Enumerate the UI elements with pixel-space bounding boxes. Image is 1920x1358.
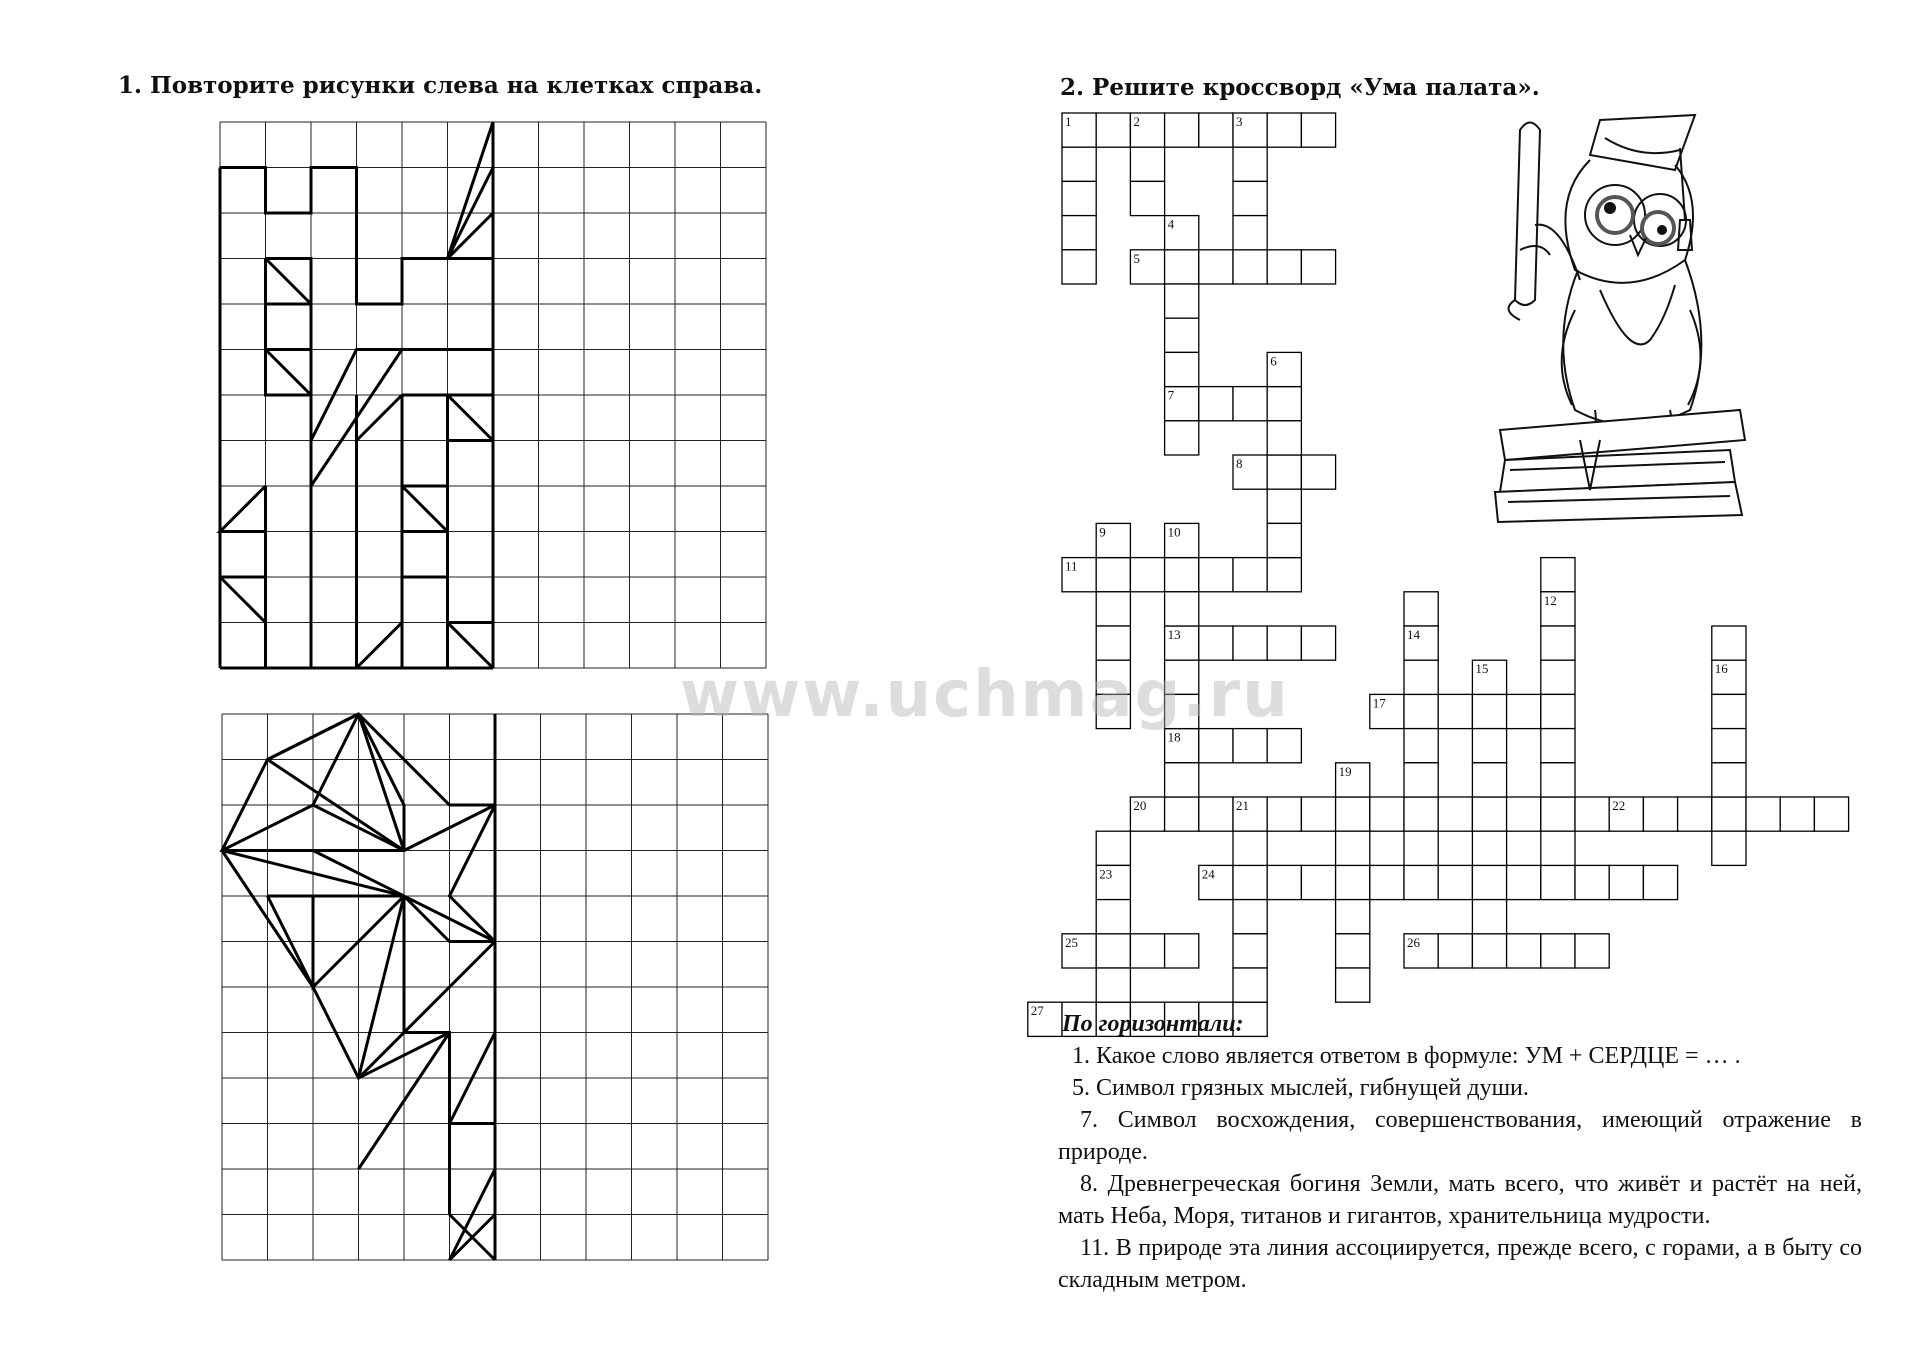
crossword-cell[interactable] [1199,387,1233,421]
crossword-number: 25 [1065,934,1078,950]
crossword-number: 17 [1372,695,1386,711]
crossword-cell[interactable] [1404,660,1438,694]
crossword-number: 2 [1133,114,1140,129]
crossword-cell[interactable] [1233,558,1267,592]
crossword-cell[interactable] [1301,455,1335,489]
crossword-cell[interactable] [1336,797,1370,831]
crossword-number: 21 [1236,798,1249,813]
crossword-cell[interactable] [1233,387,1267,421]
crossword-cell[interactable] [1096,900,1130,934]
crossword-number: 20 [1133,798,1147,813]
crossword-cell[interactable] [1267,489,1301,523]
crossword-cell[interactable] [1712,831,1746,865]
crossword-cell[interactable] [1165,421,1199,455]
crossword-cell[interactable] [1267,421,1301,455]
crossword-number: 12 [1543,592,1557,608]
crossword-cell[interactable] [1165,797,1199,831]
crossword-cell[interactable] [1165,318,1199,352]
crossword-number: 23 [1099,866,1113,882]
crossword-cell[interactable] [1575,934,1609,968]
crossword-cell[interactable] [1472,729,1506,763]
crossword-cell[interactable] [1165,934,1199,968]
crossword-cell[interactable] [1404,763,1438,797]
crossword-cell[interactable] [1336,831,1370,865]
crossword-cell[interactable] [1165,352,1199,386]
crossword-cell[interactable] [1370,797,1404,831]
crossword-number: 22 [1612,798,1626,813]
crossword-cell[interactable] [1267,250,1301,284]
crossword-cell[interactable] [1472,763,1506,797]
crossword-cell[interactable] [1301,250,1335,284]
crossword-cell[interactable] [1096,558,1130,592]
crossword-cell[interactable] [1062,147,1096,181]
crossword-cell[interactable] [1096,113,1130,147]
crossword-cell[interactable] [1472,694,1506,728]
crossword-cell[interactable] [1165,558,1199,592]
crossword-cell[interactable] [1096,831,1130,865]
crossword-cell[interactable] [1267,797,1301,831]
crossword-cell[interactable] [1130,181,1164,215]
crossword-cell[interactable] [1267,626,1301,660]
crossword-cell[interactable] [1814,797,1848,831]
crossword-cell[interactable] [1712,763,1746,797]
crossword-cell[interactable] [1370,865,1404,899]
crossword-cell[interactable] [1541,934,1575,968]
crossword-number: 16 [1714,661,1728,677]
crossword-cell[interactable] [1301,797,1335,831]
crossword-cell[interactable] [1233,216,1267,250]
crossword-cell[interactable] [1472,900,1506,934]
clues-block [1058,1008,1862,1296]
clue-1: 1. Какое слово является ответом в формуле: УМ + СЕРДЦЕ = … . [1072,1043,1741,1069]
crossword-number: 5 [1133,250,1140,266]
crossword-cell[interactable] [1507,694,1541,728]
crossword-cell[interactable] [1541,763,1575,797]
crossword-cell[interactable] [1199,626,1233,660]
crossword-cell[interactable] [1199,113,1233,147]
crossword-cell[interactable] [1267,558,1301,592]
owl-illustration [1480,110,1760,530]
crossword-number: 1 [1065,114,1072,129]
crossword-number: 19 [1338,763,1352,779]
crossword-cell[interactable] [1130,934,1164,968]
crossword-cell[interactable] [1507,934,1541,968]
crossword-cell[interactable] [1472,934,1506,968]
crossword-cell[interactable] [1301,865,1335,899]
task2-title: 2. Решите кроссворд «Ума палата». [1060,74,1540,101]
crossword-cell[interactable] [1438,797,1472,831]
crossword-cell[interactable] [1575,865,1609,899]
crossword-cell[interactable] [1165,250,1199,284]
crossword-cell[interactable] [1096,968,1130,1002]
clue-7: 7. Символ восхождения, совершенствования, имеющий отражение в природе. [1058,1107,1862,1165]
crossword-cell[interactable] [1267,729,1301,763]
clue-5: 5. Символ грязных мыслей, гибнущей души. [1072,1075,1529,1101]
crossword-cell[interactable] [1472,797,1506,831]
crossword-cell[interactable] [1267,865,1301,899]
crossword-cell[interactable] [1404,797,1438,831]
clue-8: 8. Древнегреческая богиня Земли, мать всего, что живёт и растёт на ней, мать Неба, Моря, титанов и гигантов, хранительница мудрости. [1058,1171,1862,1229]
crossword-cell[interactable] [1267,523,1301,557]
crossword-number: 4 [1167,216,1175,232]
crossword-cell[interactable] [1712,626,1746,660]
crossword-cell[interactable] [1233,729,1267,763]
watermark: www.uchmag.ru [680,658,1290,732]
crossword-number: 13 [1167,627,1181,642]
crossword-cell[interactable] [1438,934,1472,968]
crossword-number: 15 [1475,661,1489,677]
crossword-cell[interactable] [1267,455,1301,489]
crossword-number: 8 [1236,456,1243,471]
crossword-cell[interactable] [1062,181,1096,215]
crossword-cell[interactable] [1541,831,1575,865]
crossword-number: 27 [1030,1003,1044,1019]
crossword-cell[interactable] [1096,592,1130,626]
crossword-number: 11 [1065,558,1078,574]
crossword-cell[interactable] [1780,797,1814,831]
crossword-cell[interactable] [1472,865,1506,899]
crossword-cell[interactable] [1233,865,1267,899]
crossword-cell[interactable] [1267,387,1301,421]
crossword-cell[interactable] [1267,113,1301,147]
crossword-cell[interactable] [1336,968,1370,1002]
crossword-cell[interactable] [1541,660,1575,694]
crossword-cell[interactable] [1233,147,1267,181]
task1-title: 1. Повторите рисунки слева на клетках справа. [118,72,763,99]
crossword-cell[interactable] [1301,113,1335,147]
crossword-cell[interactable] [1404,592,1438,626]
crossword-cell[interactable] [1507,797,1541,831]
crossword-cell[interactable] [1712,797,1746,831]
crossword-cell[interactable] [1233,181,1267,215]
crossword-cell[interactable] [1541,865,1575,899]
crossword-number: 26 [1407,934,1420,950]
crossword-cell[interactable] [1233,831,1267,865]
crossword-cell[interactable] [1609,865,1643,899]
crossword-cell[interactable] [1199,729,1233,763]
crossword-cell[interactable] [1678,797,1712,831]
crossword-cell[interactable] [1233,968,1267,1002]
crossword-cell[interactable] [1746,797,1780,831]
crossword-cell[interactable] [1165,763,1199,797]
crossword-cell[interactable] [1712,729,1746,763]
crossword-cell[interactable] [1233,626,1267,660]
crossword-cell[interactable] [1507,865,1541,899]
clues-heading: По горизонтали: [1062,1011,1244,1037]
crossword-number: 14 [1407,627,1420,642]
crossword-cell[interactable] [1438,694,1472,728]
crossword-cell[interactable] [1404,694,1438,728]
crossword-number: 18 [1167,729,1181,745]
crossword-number: 3 [1236,114,1243,129]
crossword-cell[interactable] [1404,831,1438,865]
crossword-cell[interactable] [1233,250,1267,284]
crossword-cell[interactable] [1096,934,1130,968]
crossword-cell[interactable] [1643,797,1677,831]
crossword-cell[interactable] [1404,729,1438,763]
crossword-cell[interactable] [1199,558,1233,592]
crossword-cell[interactable] [1541,729,1575,763]
crossword-number: 10 [1167,524,1181,540]
crossword-cell[interactable] [1541,558,1575,592]
crossword-cell[interactable] [1165,592,1199,626]
crossword-cell[interactable] [1472,831,1506,865]
crossword-number: 6 [1270,353,1277,369]
crossword-cell[interactable] [1336,934,1370,968]
crossword-cell[interactable] [1575,797,1609,831]
crossword-cell[interactable] [1712,694,1746,728]
crossword-cell[interactable] [1643,865,1677,899]
crossword-cell[interactable] [1199,797,1233,831]
crossword-cell[interactable] [1404,865,1438,899]
crossword-cell[interactable] [1541,797,1575,831]
crossword-cell[interactable] [1541,694,1575,728]
crossword-cell[interactable] [1438,865,1472,899]
crossword-number: 9 [1099,524,1106,540]
crossword-cell[interactable] [1233,900,1267,934]
crossword-cell[interactable] [1062,216,1096,250]
crossword-cell[interactable] [1062,250,1096,284]
crossword-number: 24 [1201,866,1215,882]
clue-11: 11. В природе эта линия ассоциируется, прежде всего, с горами, а в быту со складным метром. [1058,1235,1862,1293]
crossword-number: 7 [1167,387,1175,403]
crossword-cell[interactable] [1541,626,1575,660]
crossword-cell[interactable] [1096,626,1130,660]
crossword-cell[interactable] [1199,250,1233,284]
crossword-cell[interactable] [1301,626,1335,660]
crossword-cell[interactable] [1233,934,1267,968]
crossword-cell[interactable] [1130,147,1164,181]
crossword-cell[interactable] [1165,113,1199,147]
crossword-cell[interactable] [1336,865,1370,899]
crossword-cell[interactable] [1336,900,1370,934]
crossword-cell[interactable] [1130,558,1164,592]
crossword-cell[interactable] [1165,284,1199,318]
